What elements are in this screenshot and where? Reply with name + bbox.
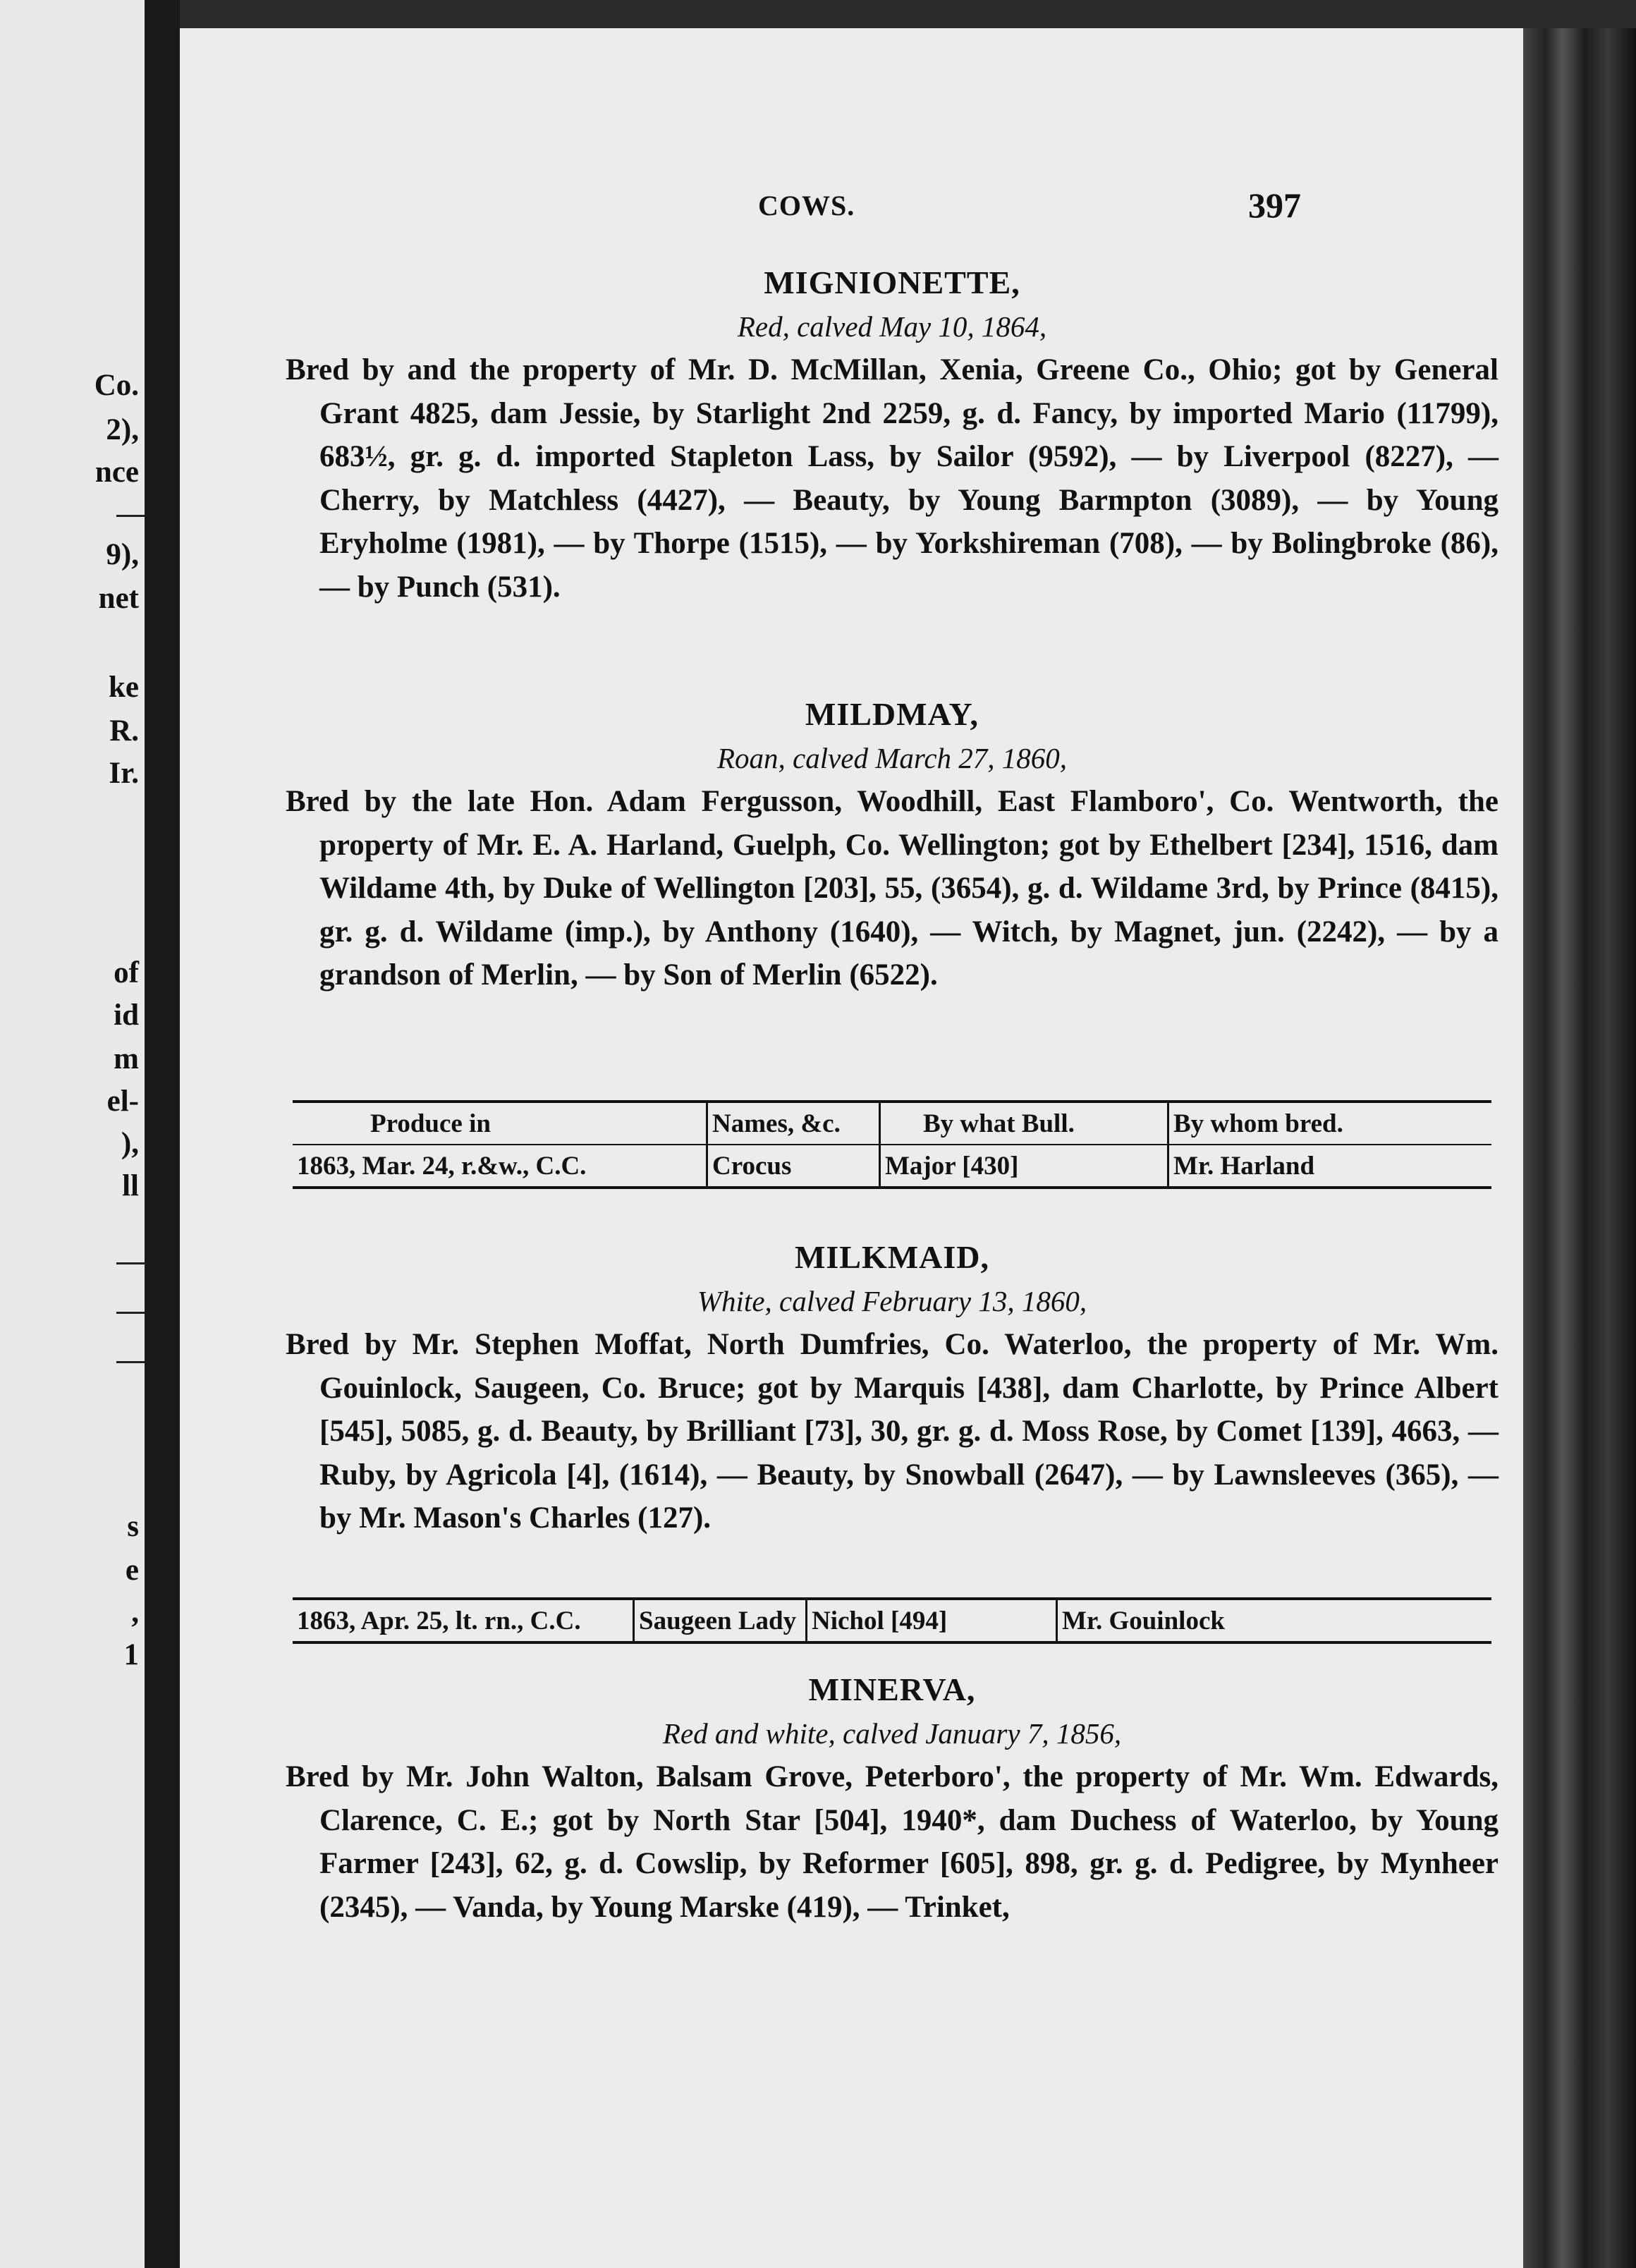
fragment-text: 1 bbox=[123, 1638, 139, 1671]
fragment-text: nce bbox=[94, 456, 139, 489]
breeder-cell: Mr. Gouinlock bbox=[1057, 1599, 1492, 1642]
fragment-text: el- bbox=[106, 1085, 139, 1118]
entry-subtitle: Roan, calved March 27, 1860, bbox=[716, 742, 1068, 774]
fragment-text: ll bbox=[122, 1169, 139, 1202]
produce-table-milkmaid bbox=[293, 1597, 1491, 1644]
entry-subtitle: Red and white, calved January 7, 1856, bbox=[662, 1717, 1122, 1750]
entry-subtitle: White, calved February 13, 1860, bbox=[697, 1285, 1087, 1317]
fragment-text: net bbox=[98, 582, 139, 615]
entry-body: Bred by the late Hon. Adam Fergusson, Woodhill, East Flamboro', Co. Wentworth, the property of Mr. E. A. Harland, Guelph, Co. Wellington; got by Ethelbert [234], 1516, dam Wildame 4th, by Duke of Wellington [203], 55, (3654), g. d. Wildame 3rd, by Prince (8415), gr. g. d. Wildame (imp.), by Anthony (1640), — Witch, by Magnet, jun. (2242), — by a grandson of Merlin, — by Son of Merlin (6522). bbox=[286, 785, 1498, 992]
entry-mildmay bbox=[286, 693, 1498, 997]
book-page bbox=[180, 28, 1523, 2268]
entry-name: MILKMAID, bbox=[794, 1239, 990, 1275]
breeder-cell: Mr. Harland bbox=[1168, 1145, 1492, 1188]
fragment-text: Ir. bbox=[109, 757, 139, 790]
left-page-fragment bbox=[0, 0, 145, 2268]
table-row bbox=[293, 1145, 1491, 1188]
fragment-text: , bbox=[131, 1596, 139, 1629]
column-header: Produce in bbox=[370, 1109, 491, 1138]
fragment-text: m bbox=[114, 1042, 139, 1075]
running-title: COWS. bbox=[758, 190, 855, 221]
bull-cell: Nichol [494] bbox=[807, 1599, 1057, 1642]
produce-cell: 1863, Apr. 25, lt. rn., C.C. bbox=[297, 1606, 581, 1635]
entry-name: MIGNIONETTE, bbox=[764, 264, 1020, 300]
entry-milkmaid bbox=[286, 1236, 1498, 1540]
entry-body: Bred by Mr. John Walton, Balsam Grove, Peterboro', the property of Mr. Wm. Edwards, Clarence, C. E.; got by North Star [504], 1940*, dam Duchess of Waterloo, by Young Farmer [243], 62, g. d. Cowslip, by Reformer [605], 898, gr. g. d. Pedigree, by Mynheer (2345), — Vanda, by Young Marske (419), — Trinket, bbox=[286, 1760, 1498, 1924]
fragment-text: R. bbox=[109, 714, 139, 748]
fragment-text: ), bbox=[121, 1127, 139, 1160]
column-header: Names, &c. bbox=[707, 1102, 880, 1145]
fragment-text: s bbox=[127, 1510, 139, 1543]
produce-table-mildmay bbox=[293, 1100, 1491, 1189]
table-row bbox=[293, 1599, 1491, 1642]
entry-mignionette bbox=[286, 261, 1498, 609]
entry-body: Bred by Mr. Stephen Moffat, North Dumfries, Co. Waterloo, the property of Mr. Wm. Gouinlock, Saugeen, Co. Bruce; got by Marquis [438], dam Charlotte, by Prince Albert [545], 5085, g. d. Beauty, by Brilliant [73], 30, gr. g. d. Moss Rose, by Comet [139], 4663, — Ruby, by Agricola [4], (1614), — Beauty, by Snowball (2647), — by Lawnsleeves (365), — by Mr. Mason's Charles (127). bbox=[286, 1328, 1498, 1535]
fragment-text: Co. bbox=[94, 369, 139, 402]
entry-name: MINERVA, bbox=[808, 1671, 976, 1707]
column-header: By whom bred. bbox=[1168, 1102, 1492, 1145]
fragment-text: ke bbox=[109, 671, 139, 704]
fragment-text: e bbox=[125, 1554, 139, 1587]
running-head bbox=[180, 185, 1523, 231]
entry-body: Bred by and the property of Mr. D. McMillan, Xenia, Greene Co., Ohio; got by General Grant 4825, dam Jessie, by Starlight 2nd 2259, g. d. Fancy, by imported Mario (11799), 683½, gr. g. d. imported Stapleton Lass, by Sailor (9592), — by Liverpool (8227), — Cherry, by Matchless (4427), — Beauty, by Young Barmpton (3089), — by Young Eryholme (1981), — by Thorpe (1515), — by Yorkshireman (708), — by Bolingbroke (86), — by Punch (531). bbox=[286, 353, 1498, 604]
entry-minerva bbox=[286, 1668, 1498, 1929]
names-cell: Saugeen Lady bbox=[634, 1599, 807, 1642]
column-header: By what Bull. bbox=[880, 1102, 1168, 1145]
page-number: 397 bbox=[1248, 185, 1301, 225]
entry-name: MILDMAY, bbox=[805, 696, 979, 732]
fragment-text: id bbox=[114, 999, 139, 1032]
bull-cell: Major [430] bbox=[880, 1145, 1168, 1188]
produce-cell: 1863, Mar. 24, r.&w., C.C. bbox=[297, 1151, 587, 1181]
fragment-text: 2), bbox=[106, 413, 139, 446]
fragment-text: of bbox=[114, 956, 139, 989]
page-edges bbox=[1523, 28, 1636, 2268]
entry-subtitle: Red, calved May 10, 1864, bbox=[737, 310, 1047, 343]
fragment-text: 9), bbox=[106, 538, 139, 571]
names-cell: Crocus bbox=[707, 1145, 880, 1188]
page-gutter bbox=[145, 0, 180, 2268]
